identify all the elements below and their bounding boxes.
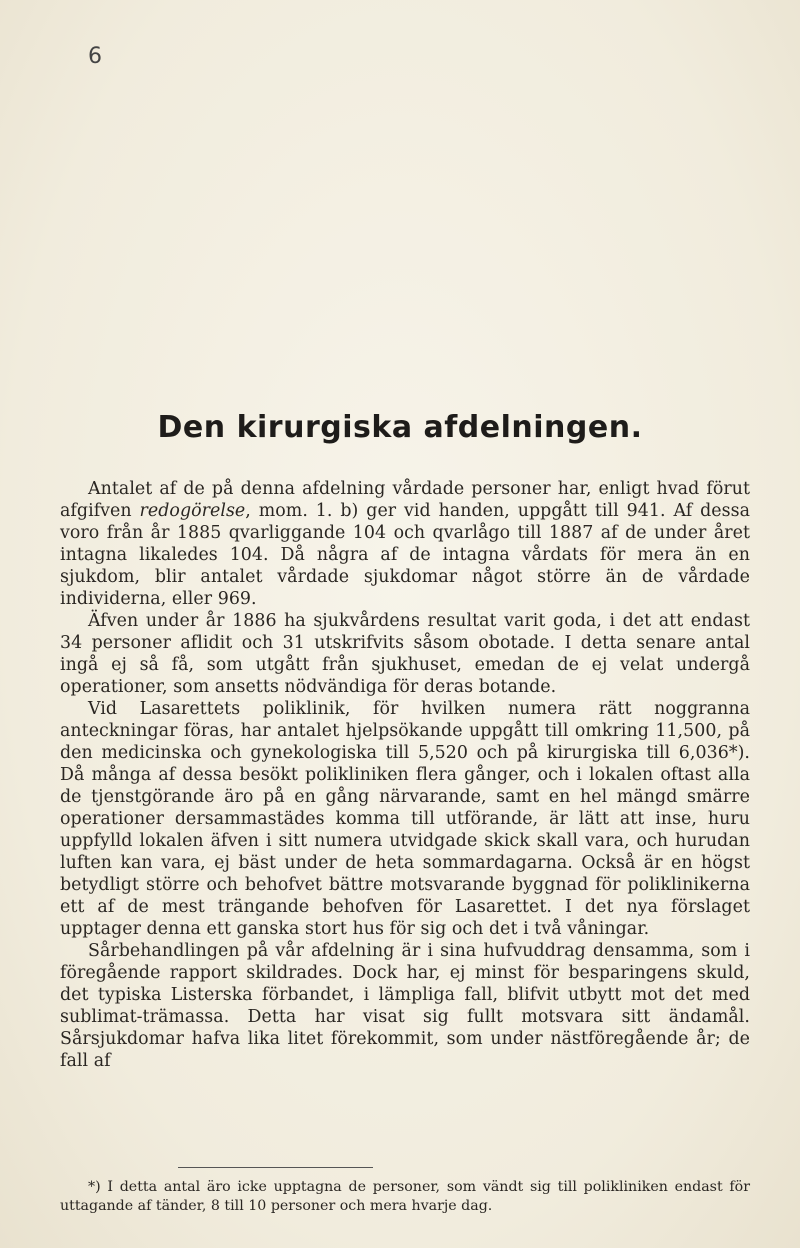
paragraph-4: Sårbehandlingen på vår afdelning är i sina hufvuddrag densamma, som i föregående rapport skildrades. Dock har, ej minst för besparingens skuld, det typiska Listerska förbandet, i lämpliga fall, blifvit utbytt mot det med sublimat-trämassa. Detta har visat sig fullt motsvara sitt ändamål. Sårsjukdomar hafva lika litet förekommit, som under nästföregående år; de fall af <box>60 941 750 1071</box>
footnote-text: *) I detta antal äro icke upptagna de personer, som vändt sig till polikliniken endast för uttagande af tänder, 8 till 10 personer och mera hvarje dag. <box>60 1179 750 1214</box>
paragraph-1-before: Antalet af de på denna afdelning vårdade personer har, enligt hvad förut afgifven <box>60 479 750 521</box>
paragraph-2: Äfven under år 1886 ha sjukvårdens resultat varit goda, i det att endast 34 personer aflidit och 31 utskrifvits såsom obotade. I detta senare antal ingå ej så få, som utgått från sjukhuset, emedan de ej velat undergå operationer, som ansetts nödvändiga för deras botande. <box>60 611 750 697</box>
section-heading: Den kirurgiska afdelningen. <box>157 410 643 445</box>
body-text <box>60 478 750 1072</box>
footnote-rule <box>178 1167 373 1168</box>
paragraph-1 <box>60 478 750 610</box>
paragraph-1-after: , mom. 1. b) ger vid handen, uppgått till 941. Af dessa voro från år 1885 qvarliggande 104 och qvarlågo till 1887 af de under året intagna likaledes 104. Då några af de intagna vårdats för mera än en sjukdom, blir antalet vårdade sjukdomar något större än de vårdade individerna, eller 969. <box>60 501 750 609</box>
paragraph-3: Vid Lasarettets poliklinik, för hvilken numera rätt noggranna anteckningar föras, har antalet hjelpsökande uppgått till omkring 11,500, på den medicinska och gynekologiska till 5,520 och på kirurgiska till 6,036*). Då många af dessa besökt polikliniken flera gånger, och i lokalen oftast alla de tjenstgörande äro på en gång närvarande, samt en hel mängd smärre operationer dersammastädes komma till utförande, är lätt att inse, huru uppfylld lokalen äfven i sitt numera utvidgade skick skall vara, och hurudan luften kan vara, ej bäst under de heta sommardagarna. Också är en högst betydligt större och behofvet bättre motsvarande byggnad för poliklinikerna ett af de mest trängande behofven för Lasarettet. I det nya förslaget upptager denna ett ganska stort hus för sig och det i två våningar. <box>60 699 750 939</box>
page-number: 6 <box>88 44 102 69</box>
footnote <box>60 1178 750 1216</box>
paragraph-1-italic: redogörelse <box>139 501 246 521</box>
